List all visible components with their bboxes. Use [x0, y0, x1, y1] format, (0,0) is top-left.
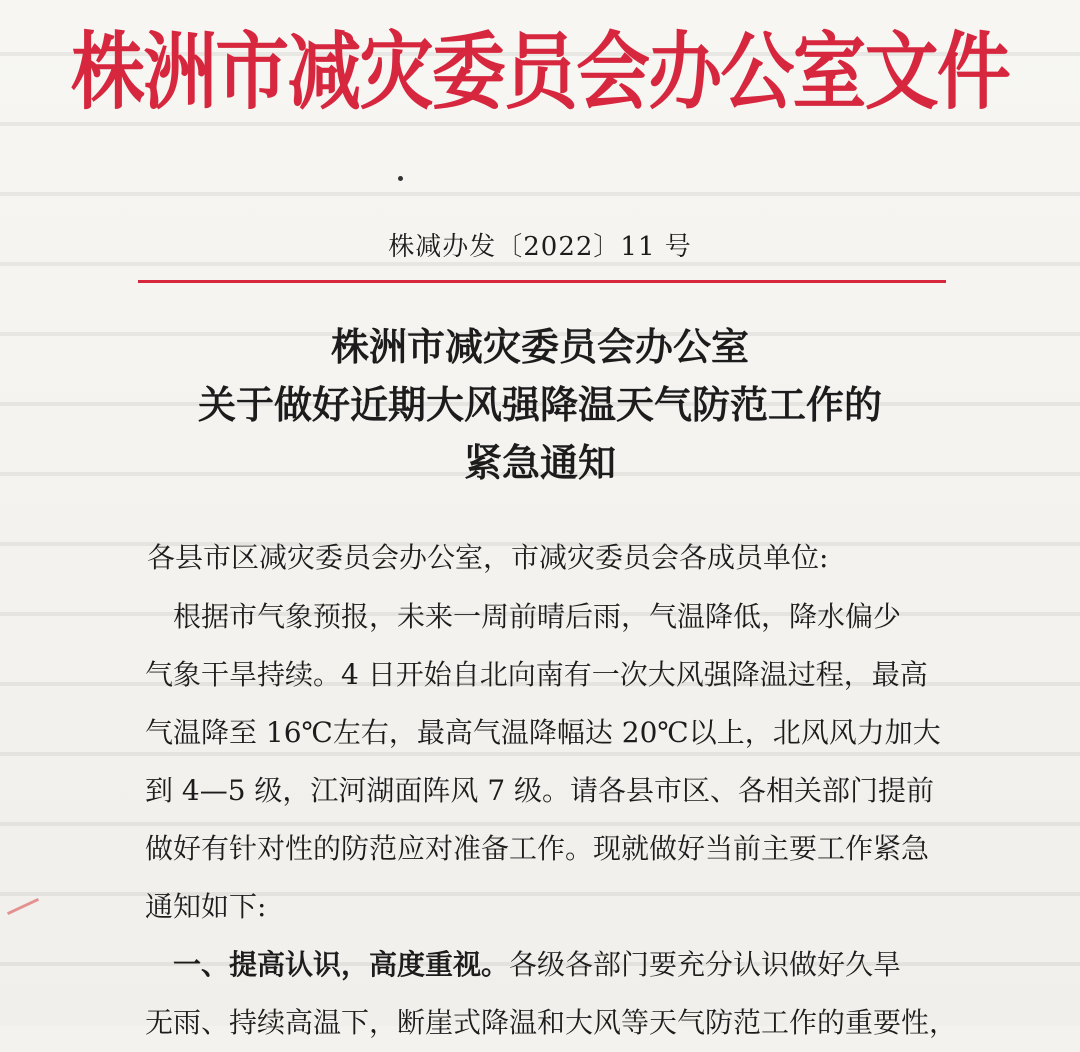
- body-line-5: 做好有针对性的防范应对准备工作。现就做好当前主要工作紧急: [145, 832, 930, 865]
- red-divider-line: [138, 280, 946, 283]
- section-1-line-2: 无雨、持续高温下，断崖式降温和大风等天气防范工作的重要性，: [145, 1006, 958, 1039]
- notice-title-line-3: 紧急通知: [463, 440, 616, 485]
- document-number: 株减办发〔2022〕11 号: [388, 232, 692, 262]
- section-1-text: 各级各部门要充分认识做好久旱: [509, 948, 902, 981]
- body-line-3: 气温降至 16℃左右，最高气温降幅达 20℃以上，北风风力加大: [145, 716, 941, 749]
- body-line-6: 通知如下:: [145, 890, 267, 923]
- body-line-1: 根据市气象预报，未来一周前晴后雨，气温降低，降水偏少: [145, 600, 902, 633]
- notice-title-line-1: 株洲市减灾委员会办公室: [330, 324, 749, 369]
- notice-title: [0, 318, 1080, 492]
- body-line-2: 气象干旱持续。4 日开始自北向南有一次大风强降温过程，最高: [145, 658, 928, 691]
- body-line-4: 到 4—5 级，江河湖面阵风 7 级。请各县市区、各相关部门提前: [145, 774, 935, 807]
- recipient-line: 各县市区减灾委员会办公室，市减灾委员会各成员单位:: [147, 541, 829, 574]
- section-1-heading: 一、提高认识，高度重视。: [145, 948, 510, 981]
- ink-mark: [7, 898, 39, 915]
- notice-title-line-2: 关于做好近期大风强降温天气防范工作的: [197, 382, 882, 427]
- section-1-line-1: [145, 936, 945, 994]
- ink-dot: [398, 176, 403, 181]
- document-header-title: 株洲市减灾委员会办公室文件: [70, 22, 1010, 121]
